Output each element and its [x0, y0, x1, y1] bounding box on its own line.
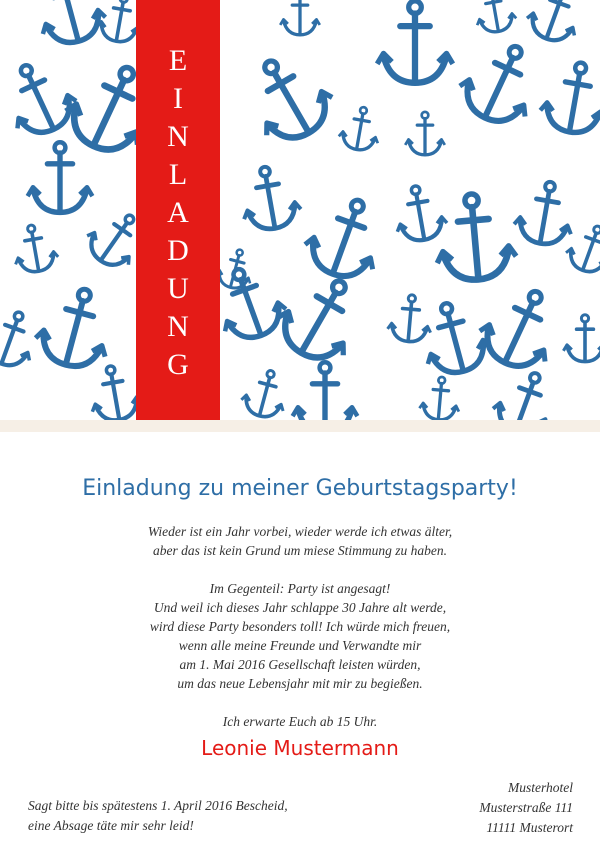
anchor-pattern-graphic — [0, 0, 600, 420]
body-line: wenn alle meine Freunde und Verwandte mir — [178, 638, 422, 653]
invitation-body — [0, 522, 600, 731]
anchor-icon — [377, 1, 453, 83]
body-line: am 1. Mai 2016 Gesellschaft leisten würden, — [179, 657, 421, 672]
body-line: Und weil ich dieses Jahr schlappe 30 Jahre alt werde, — [153, 600, 447, 615]
anchor-icon — [488, 364, 563, 420]
ribbon-letter: G — [167, 348, 189, 381]
anchor-icon — [419, 375, 462, 420]
einladung-ribbon — [136, 0, 220, 420]
anchor-icon — [236, 162, 304, 233]
ribbon-letter: L — [168, 158, 188, 191]
decorative-strip — [0, 420, 600, 432]
anchor-icon — [471, 0, 517, 35]
venue-street: Musterstraße 111 — [479, 800, 573, 815]
anchor-icon — [432, 191, 518, 283]
anchor-icon — [0, 52, 83, 143]
rsvp-line: eine Absage täte mir sehr leid! — [28, 818, 194, 833]
anchor-icon — [414, 295, 495, 380]
rsvp-note — [28, 796, 288, 836]
anchor-icon — [280, 0, 320, 35]
anchor-icon — [28, 142, 93, 212]
anchor-pattern — [0, 0, 600, 420]
anchor-icon — [9, 221, 60, 275]
ribbon-letter: A — [167, 196, 189, 229]
anchor-icon — [293, 362, 358, 420]
body-line: Ich erwarte Euch ab 15 Uhr. — [222, 714, 378, 729]
anchor-icon — [239, 365, 293, 420]
ribbon-letter: D — [167, 234, 189, 267]
body-paragraph — [0, 712, 600, 731]
body-paragraph — [0, 579, 600, 693]
ribbon-letter: U — [167, 272, 189, 305]
anchor-icon — [523, 0, 589, 47]
venue-address — [479, 778, 573, 838]
anchor-icon — [472, 277, 570, 378]
anchor-icon — [512, 177, 580, 248]
host-name: Leonie Mustermann — [201, 736, 399, 760]
anchor-icon — [31, 280, 121, 374]
ribbon-letter: N — [167, 310, 189, 343]
anchor-icon — [268, 263, 374, 372]
ribbon-letter: E — [168, 44, 188, 77]
ribbon-letter: N — [167, 120, 189, 153]
body-paragraph — [0, 522, 600, 560]
body-line: aber das ist kein Grund um miese Stimmung zu haben. — [153, 543, 447, 558]
anchor-icon — [299, 188, 393, 286]
venue-city: 11111 Musterort — [486, 820, 573, 835]
body-line: wird diese Party besonders toll! Ich würde mich freuen, — [149, 619, 451, 634]
body-line: um das neue Lebensjahr mit mir zu begießen. — [177, 676, 423, 691]
anchor-icon — [337, 104, 383, 153]
body-line: Im Gegenteil: Party ist angesagt! — [209, 581, 391, 596]
anchor-icon — [387, 293, 434, 343]
anchor-icon — [563, 315, 600, 362]
venue-name: Musterhotel — [508, 780, 573, 795]
invitation-headline: Einladung zu meiner Geburtstagsparty! — [82, 476, 518, 501]
anchor-icon — [452, 32, 550, 133]
anchor-icon — [235, 43, 341, 152]
rsvp-line: Sagt bitte bis spätestens 1. April 2016 Bescheid, — [28, 798, 288, 813]
anchor-icon — [537, 57, 600, 137]
body-line: Wieder ist ein Jahr vorbei, wieder werde ich etwas älter, — [147, 524, 453, 539]
ribbon-letter: I — [173, 82, 183, 115]
anchor-icon — [390, 182, 449, 245]
anchor-icon — [405, 112, 445, 155]
